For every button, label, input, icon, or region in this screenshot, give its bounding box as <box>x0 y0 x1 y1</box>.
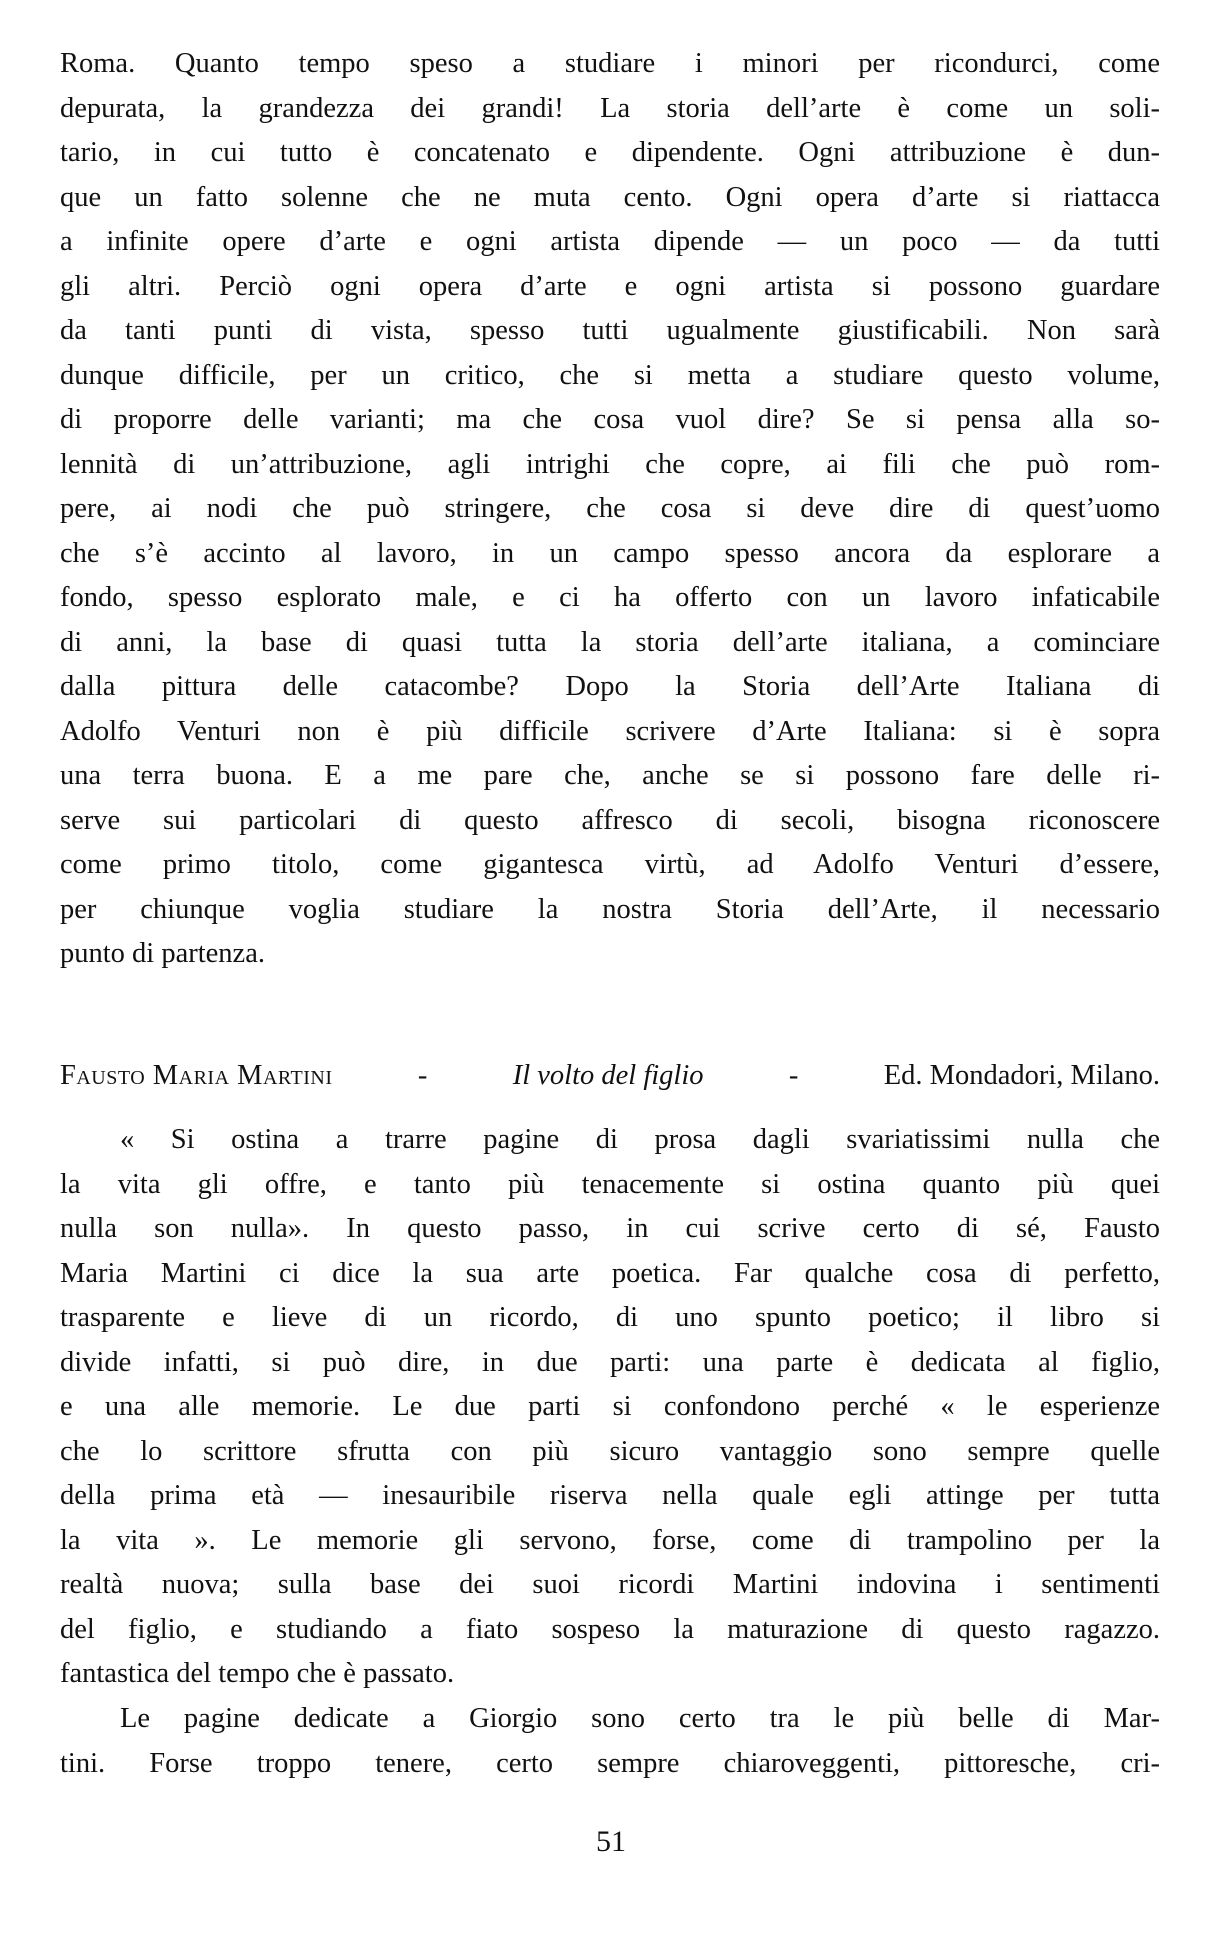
text-line: que un fatto solenne che ne muta cento. Ogni opera d’arte si riattacca <box>60 181 1160 213</box>
text-line: lennità di un’attribuzione, agli intrighi che copre, ai fili che può rom- <box>60 448 1160 480</box>
paragraph-martini-review <box>60 1118 1160 1697</box>
heading-separator: - <box>788 1060 799 1091</box>
text-line: a infinite opere d’arte e ogni artista dipende — un poco — da tutti <box>60 226 1160 257</box>
text-line: pere, ai nodi che può stringere, che cosa si deve dire di quest’uomo <box>60 493 1160 524</box>
text-line: Maria Martini ci dice la sua arte poetica. Far qualche cosa di perfetto, <box>60 1257 1160 1289</box>
heading-publisher: Ed. Mondadori, Milano. <box>883 1060 1160 1091</box>
text-line: della prima età — inesauribile riserva nella quale egli attinge per tutta <box>60 1480 1160 1511</box>
text-line: trasparente e lieve di un ricordo, di uno spunto poetico; il libro si <box>60 1302 1160 1333</box>
text-line: « Si ostina a trarre pagine di prosa dagli svariatissimi nulla che <box>120 1124 1160 1155</box>
page-number: 51 <box>596 1825 626 1858</box>
text-line: una terra buona. E a me pare che, anche se si possono fare delle ri- <box>60 760 1160 791</box>
text-line: Le pagine dedicate a Giorgio sono certo tra le più belle di Mar- <box>120 1703 1160 1734</box>
text-line: realtà nuova; sulla base dei suoi ricordi Martini indovina i sentimenti <box>60 1569 1160 1600</box>
text-line: fantastica del tempo che è passato. <box>60 1658 455 1689</box>
text-line: fondo, spesso esplorato male, e ci ha offerto con un lavoro infaticabile <box>60 582 1160 613</box>
text-line: la vita gli offre, e tanto più tenacemente si ostina quanto più quei <box>60 1168 1160 1200</box>
text-line: divide infatti, si può dire, in due parti: una parte è dedicata al figlio, <box>60 1346 1160 1378</box>
text-line: che s’è accinto al lavoro, in un campo spesso ancora da esplorare a <box>60 537 1160 569</box>
heading-title: Il volto del figlio <box>512 1060 704 1091</box>
text-line: da tanti punti di vista, spesso tutti ugualmente giustificabili. Non sarà <box>60 315 1160 346</box>
text-line: come primo titolo, come gigantesca virtù, ad Adolfo Venturi d’essere, <box>60 849 1160 880</box>
heading-separator: - <box>417 1060 428 1091</box>
paragraph-venturi-review <box>60 42 1160 977</box>
review-heading <box>60 1051 1160 1101</box>
text-line: di anni, la base di quasi tutta la storia dell’arte italiana, a cominciare <box>60 626 1160 658</box>
text-line: Adolfo Venturi non è più difficile scrivere d’Arte Italiana: si è sopra <box>60 715 1160 747</box>
heading-author: Fausto Maria Martini <box>60 1060 333 1091</box>
text-line: serve sui particolari di questo affresco di secoli, bisogna riconoscere <box>60 804 1160 836</box>
text-line: che lo scrittore sfrutta con più sicuro vantaggio sono sempre quelle <box>60 1435 1160 1467</box>
text-line: dunque difficile, per un critico, che si metta a studiare questo volume, <box>60 359 1160 391</box>
text-line: e una alle memorie. Le due parti si confondono perché « le esperienze <box>60 1391 1160 1422</box>
text-line: Roma. Quanto tempo speso a studiare i minori per ricondurci, come <box>60 48 1160 79</box>
text-line: dalla pittura delle catacombe? Dopo la Storia dell’Arte Italiana di <box>60 671 1160 702</box>
text-line: per chiunque voglia studiare la nostra Storia dell’Arte, il necessario <box>60 893 1160 925</box>
text-line: tini. Forse troppo tenere, certo sempre chiaroveggenti, pittoresche, cri- <box>60 1747 1160 1779</box>
text-line: punto di partenza. <box>60 938 265 969</box>
text-line: tario, in cui tutto è concatenato e dipendente. Ogni attribuzione è dun- <box>60 137 1160 168</box>
text-line: di proporre delle varianti; ma che cosa vuol dire? Se si pensa alla so- <box>60 404 1160 435</box>
text-line: depurata, la grandezza dei grandi! La storia dell’arte è come un soli- <box>60 92 1160 124</box>
text-line: nulla son nulla». In questo passo, in cui scrive certo di sé, Fausto <box>60 1213 1160 1244</box>
paragraph-giorgio <box>60 1697 1160 1786</box>
text-line: la vita ». Le memorie gli servono, forse, come di trampolino per la <box>60 1524 1160 1556</box>
text-line: del figlio, e studiando a fiato sospeso la maturazione di questo ragazzo. <box>60 1613 1160 1645</box>
text-line: gli altri. Perciò ogni opera d’arte e ogni artista si possono guardare <box>60 270 1160 302</box>
